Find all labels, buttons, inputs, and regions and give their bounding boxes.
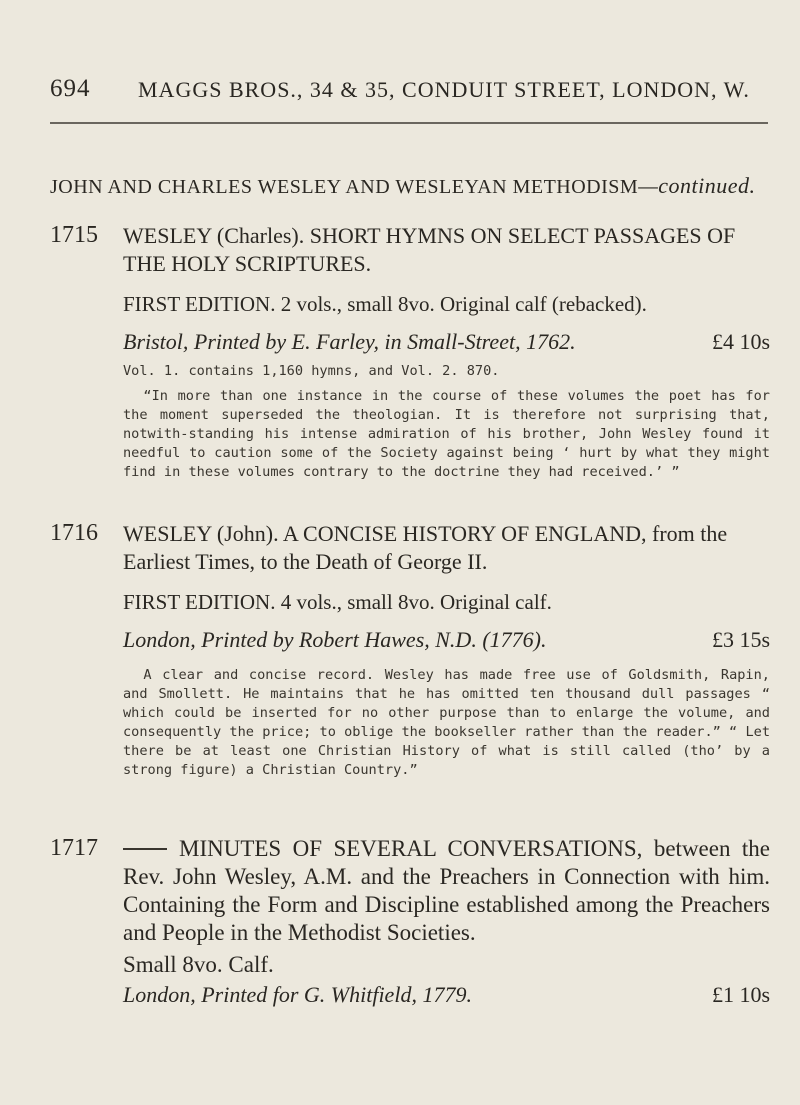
running-head: MAGGS BROS., 34 & 35, CONDUIT STREET, LONDON, W.	[138, 77, 750, 102]
lot-number: 1717	[50, 835, 98, 861]
entry-title: WESLEY (John). A CONCISE HISTORY OF ENGLAND, from the Earliest Times, to the Death of George II.	[123, 521, 728, 574]
entry-body	[123, 520, 770, 780]
entry-edition: Small 8vo. Calf.	[123, 952, 274, 977]
section-heading	[50, 173, 756, 199]
lot-number: 1715	[50, 222, 98, 248]
header-rule	[50, 122, 768, 124]
imprint-text: London, Printed for G. Whitfield, 1779.	[123, 982, 472, 1007]
ditto-dash	[123, 848, 167, 850]
entry-imprint	[123, 328, 770, 356]
imprint-text: London, Printed by Robert Hawes, N.D. (1776).	[123, 627, 547, 652]
lot-number: 1716	[50, 520, 98, 546]
page-number: 694	[50, 75, 91, 102]
section-heading-text: JOHN AND CHARLES WESLEY AND WESLEYAN METHODISM	[50, 176, 639, 198]
entry-title	[123, 835, 770, 947]
entry-quote: “In more than one instance in the course of these volumes the poet has for the moment superseded the theologian. It is therefore not surprising that, notwith-standing his intense admiration of his brother, John Wesley found it needful to caution some of the Society against being ‘ hurt by what they might find in these volumes contrary to the doctrine they had received.’ ”	[123, 388, 770, 480]
entry-edition: FIRST EDITION. 2 vols., small 8vo. Original calf (rebacked).	[123, 292, 647, 316]
entry-edition: FIRST EDITION. 4 vols., small 8vo. Original calf.	[123, 590, 552, 614]
entry-note: A clear and concise record. Wesley has made free use of Goldsmith, Rapin, and Smollett. He maintains that he has omitted ten thousand dull passages “ which could be inserted for no other purpose than to enlarge the volume, and consequently the price; to oblige the bookseller rather than the reader.” “ Let there be at least one Christian History of what is still called (tho’ by a strong figure) a Christian Country.”	[123, 667, 770, 778]
entry-body	[123, 835, 770, 1009]
entry-body	[123, 222, 770, 482]
imprint-text: Bristol, Printed by E. Farley, in Small-Street, 1762.	[123, 329, 576, 354]
entry-imprint	[123, 981, 770, 1009]
entry-title: WESLEY (Charles). SHORT HYMNS ON SELECT PASSAGES OF THE HOLY SCRIPTURES.	[123, 223, 736, 276]
page-header	[50, 75, 770, 115]
entry-note: Vol. 1. contains 1,160 hymns, and Vol. 2. 870.	[123, 363, 500, 379]
entry-price: £1 10s	[711, 982, 770, 1007]
entry-price: £3 15s	[711, 627, 770, 652]
entry-price: £4 10s	[711, 329, 770, 354]
section-continued: —continued.	[638, 173, 756, 198]
entry-imprint	[123, 626, 770, 654]
entry-title-text: MINUTES OF SEVERAL CONVERSATIONS, between the Rev. John Wesley, A.M. and the Preachers in Connection with him. Containing the Form and Discipline established among the Preachers and People in the Methodist Societies.	[123, 836, 770, 945]
